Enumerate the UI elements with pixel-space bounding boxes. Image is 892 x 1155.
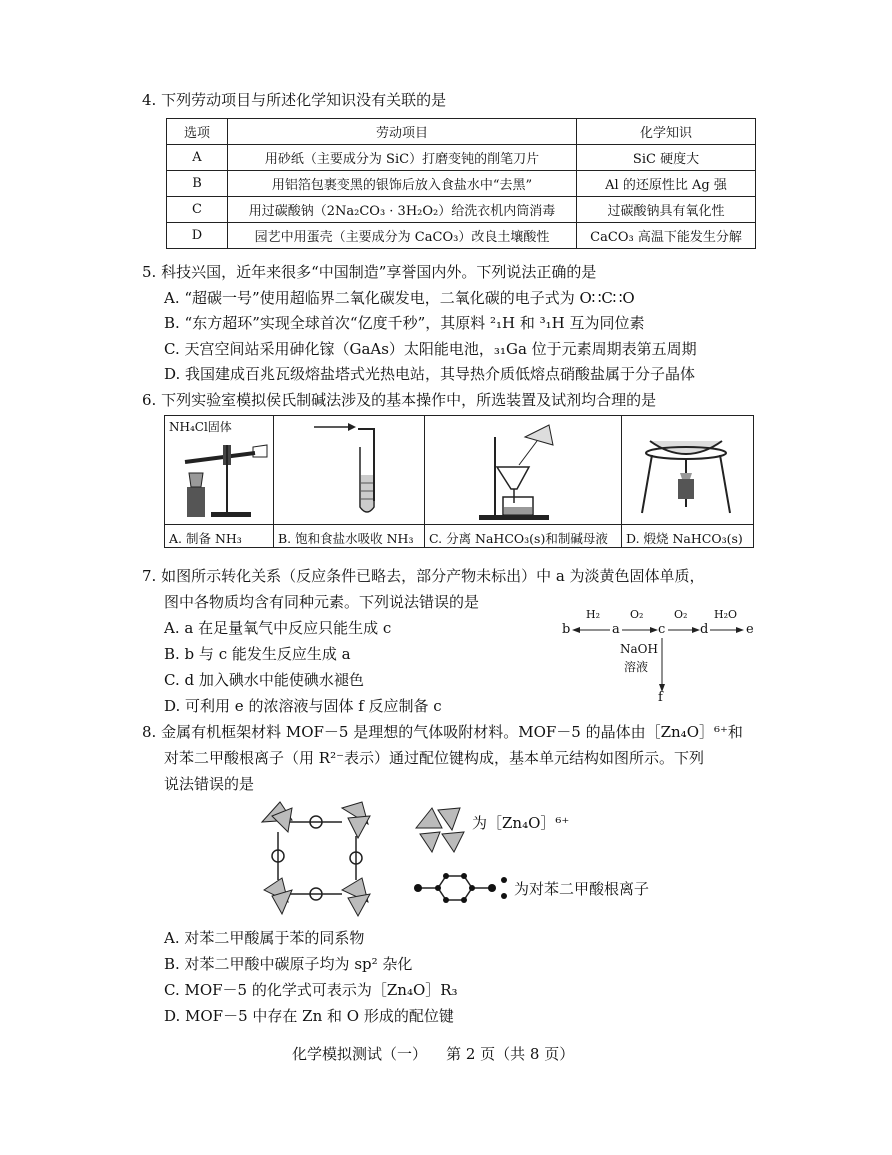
q7-option-a: A. a 在足量氧气中反应只能生成 c	[164, 619, 392, 637]
nh4cl-label: NH₄Cl固体	[169, 420, 232, 434]
caption-a: A. 制备 NH₃	[165, 525, 274, 548]
q7-stem-line1: 7. 如图所示转化关系（反应条件已略去，部分产物未标出）中 a 为淡黄色固体单质，	[142, 567, 705, 585]
label-h2: H₂	[586, 608, 601, 621]
q4-stem: 4. 下列劳动项目与所述化学知识没有关联的是	[142, 91, 447, 109]
filtration-apparatus-icon	[425, 417, 621, 521]
label-o2-second: O₂	[674, 608, 688, 621]
apparatus-d	[622, 416, 754, 525]
legend-zn4o: 为［Zn₄O］⁶⁺	[472, 814, 570, 832]
q8-stem-line3: 说法错误的是	[164, 775, 255, 793]
q7-option-c: C. d 加入碘水中能使碘水褪色	[164, 671, 364, 689]
q8-option-d: D. MOF－5 中存在 Zn 和 O 形成的配位键	[164, 1007, 454, 1025]
q6-stem: 6. 下列实验室模拟侯氏制碱法涉及的基本操作中，所选装置及试剂均合理的是	[142, 391, 657, 409]
table-row	[167, 223, 756, 249]
zn4o-cluster-icon	[412, 804, 472, 854]
header-knowledge: 化学知识	[577, 119, 756, 145]
label-solution: 溶液	[624, 660, 649, 674]
node-e: e	[746, 622, 754, 637]
page-footer: 化学模拟测试（一） 第 2 页（共 8 页）	[292, 1045, 575, 1063]
node-f: f	[658, 690, 663, 705]
q5-option-b: B. “东方超环”实现全球首次“亿度千秒”，其原料 ²₁H 和 ³₁H 互为同位素	[164, 314, 645, 332]
q5-option-a: A. “超碳一号”使用超临界二氧化碳发电，二氧化碳的电子式为 O∷C∷O	[164, 289, 635, 307]
node-b: b	[562, 622, 571, 637]
q4-table	[166, 118, 756, 249]
mof5-framework-icon	[258, 798, 378, 918]
apparatus-b	[274, 416, 425, 525]
q8-option-b: B. 对苯二甲酸中碳原子均为 sp² 杂化	[164, 955, 413, 973]
node-d: d	[700, 622, 709, 637]
q7-option-b: B. b 与 c 能发生反应生成 a	[164, 645, 351, 663]
apparatus-c	[425, 416, 622, 525]
row-option: C	[167, 197, 228, 223]
q7-stem-line2: 图中各物质均含有同种元素。下列说法错误的是	[164, 593, 480, 611]
row-knowledge: SiC 硬度大	[577, 145, 756, 171]
table-row	[167, 145, 756, 171]
q8-stem-line1: 8. 金属有机框架材料 MOF－5 是理想的气体吸附材料。MOF－5 的晶体由［Zn₄O］⁶⁺和	[142, 723, 743, 741]
table-header-row	[167, 119, 756, 145]
row-option: B	[167, 171, 228, 197]
q5-option-d: D. 我国建成百兆瓦级熔盐塔式光热电站，其导热介质低熔点硝酸盐属于分子晶体	[164, 365, 696, 383]
header-option: 选项	[167, 119, 228, 145]
q7-option-d: D. 可利用 e 的浓溶液与固体 f 反应制备 c	[164, 697, 442, 715]
row-option: D	[167, 223, 228, 249]
label-h2o: H₂O	[714, 608, 738, 621]
q8-option-c: C. MOF－5 的化学式可表示为［Zn₄O］R₃	[164, 981, 458, 999]
row-labor: 用过碳酸钠（2Na₂CO₃ · 3H₂O₂）给洗衣机内筒消毒	[228, 197, 577, 223]
legend-terephthalate: 为对苯二甲酸根离子	[514, 880, 650, 898]
node-a: a	[612, 622, 620, 637]
q8-stem-line2: 对苯二甲酸根离子（用 R²⁻表示）通过配位键构成，基本单元结构如图所示。下列	[164, 749, 704, 767]
q8-option-a: A. 对苯二甲酸属于苯的同系物	[164, 929, 365, 947]
caption-b: B. 饱和食盐水吸收 NH₃	[274, 525, 425, 548]
terephthalate-ion-icon	[412, 870, 516, 906]
label-naoh: NaOH	[620, 642, 658, 656]
label-o2-first: O₂	[630, 608, 644, 621]
caption-c: C. 分离 NaHCO₃(s)和制碱母液	[425, 525, 622, 548]
node-c: c	[658, 622, 666, 637]
row-knowledge: CaCO₃ 高温下能发生分解	[577, 223, 756, 249]
row-labor: 园艺中用蛋壳（主要成分为 CaCO₃）改良土壤酸性	[228, 223, 577, 249]
header-labor: 劳动项目	[228, 119, 577, 145]
row-knowledge: 过碳酸钠具有氧化性	[577, 197, 756, 223]
q5-option-c: C. 天宫空间站采用砷化镓（GaAs）太阳能电池，₃₁Ga 位于元素周期表第五周期	[164, 340, 697, 358]
evaporating-dish-apparatus-icon	[622, 417, 750, 521]
apparatus-a	[165, 416, 274, 525]
row-labor: 用铝箔包裹变黑的银饰后放入食盐水中“去黑”	[228, 171, 577, 197]
q6-apparatus-table	[164, 415, 754, 548]
table-row	[167, 171, 756, 197]
test-tube-absorb-icon	[274, 417, 424, 521]
q5-stem: 5. 科技兴国，近年来很多“中国制造”享誉国内外。下列说法正确的是	[142, 263, 597, 281]
row-labor: 用砂纸（主要成分为 SiC）打磨变钝的削笔刀片	[228, 145, 577, 171]
table-row	[167, 197, 756, 223]
row-option: A	[167, 145, 228, 171]
mof5-structure-figure	[258, 798, 650, 922]
q7-transformation-diagram	[562, 608, 772, 712]
caption-d: D. 煅烧 NaHCO₃(s)	[622, 525, 754, 548]
row-knowledge: Al 的还原性比 Ag 强	[577, 171, 756, 197]
